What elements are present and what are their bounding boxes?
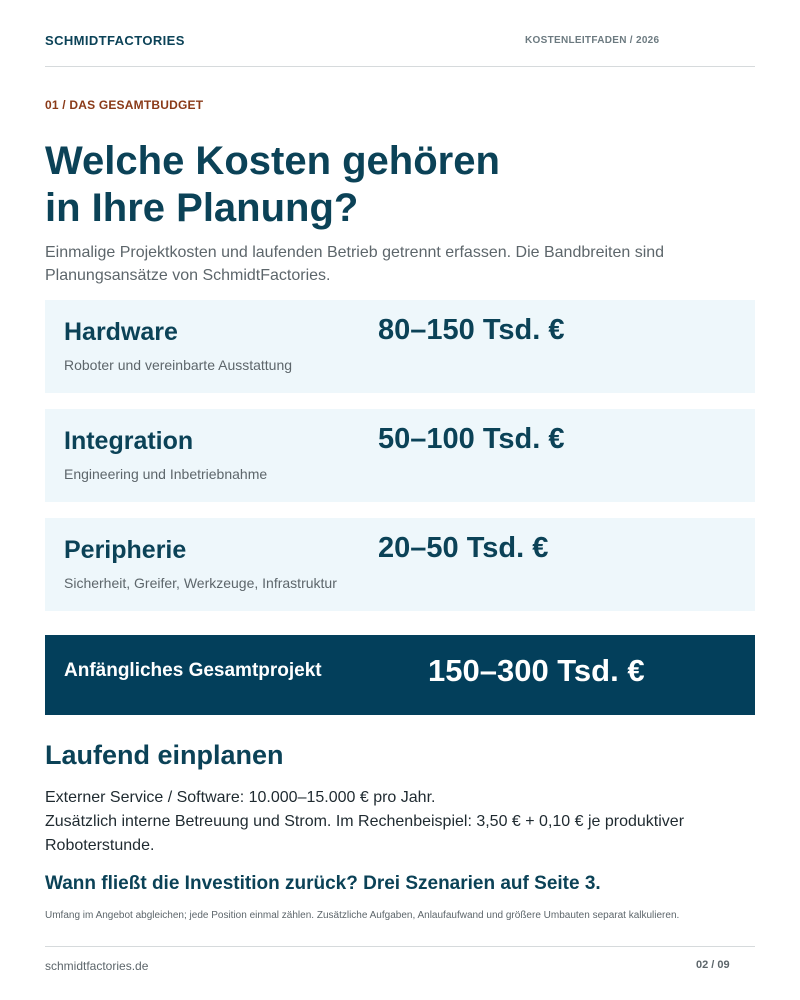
total-project-banner (45, 635, 755, 715)
cost-card-title: Peripherie (64, 536, 187, 564)
cost-card-value: 50–100 Tsd. € (378, 423, 565, 455)
cost-card-value: 80–150 Tsd. € (378, 314, 565, 346)
ongoing-heading: Laufend einplanen (45, 740, 284, 770)
ongoing-line-internal: Zusätzlich interne Betreuung und Strom. Im Rechenbeispiel: 3,50 € + 0,10 € je produktiver Roboterstunde. (45, 813, 685, 854)
cost-card-value: 20–50 Tsd. € (378, 532, 549, 564)
cost-card-title: Integration (64, 427, 194, 455)
total-label: Anfängliches Gesamtprojekt (64, 660, 322, 681)
document-label: KOSTENLEITFADEN / 2026 (525, 35, 660, 46)
cost-card-hardware (45, 300, 755, 393)
cost-card-description: Engineering und Inbetriebnahme (64, 466, 268, 482)
header-divider (45, 66, 755, 67)
section-label: 01 / DAS GESAMTBUDGET (45, 98, 204, 112)
cost-card-peripherie (45, 518, 755, 611)
cost-card-description: Roboter und vereinbarte Ausstattung (64, 357, 293, 373)
cost-card-description: Sicherheit, Greifer, Werkzeuge, Infrastruktur (64, 575, 337, 591)
page-title-line-2: in Ihre Planung? (45, 186, 359, 230)
page-title-line-1: Welche Kosten gehören (45, 139, 500, 183)
payback-callout: Wann fließt die Investition zurück? Drei Szenarien auf Seite 3. (45, 873, 601, 894)
brand-name: SCHMIDTFACTORIES (45, 33, 185, 48)
footer-divider (45, 946, 755, 947)
footer-website: schmidtfactories.de (45, 959, 149, 973)
intro-text: Einmalige Projektkosten und laufenden Betrieb getrennt erfassen. Die Bandbreiten sind Planungsansätze von SchmidtFactories. (45, 244, 665, 284)
page-title (45, 138, 745, 232)
cost-card-integration (45, 409, 755, 502)
ongoing-line-service: Externer Service / Software: 10.000–15.000 € pro Jahr. (45, 789, 436, 806)
page-number: 02 / 09 (696, 959, 730, 971)
cost-card-title: Hardware (64, 318, 178, 346)
fine-print: Umfang im Angebot abgleichen; jede Position einmal zählen. Zusätzliche Aufgaben, Anlaufaufwand und größere Umbauten separat kalkulieren. (45, 910, 680, 921)
total-value: 150–300 Tsd. € (428, 653, 645, 688)
